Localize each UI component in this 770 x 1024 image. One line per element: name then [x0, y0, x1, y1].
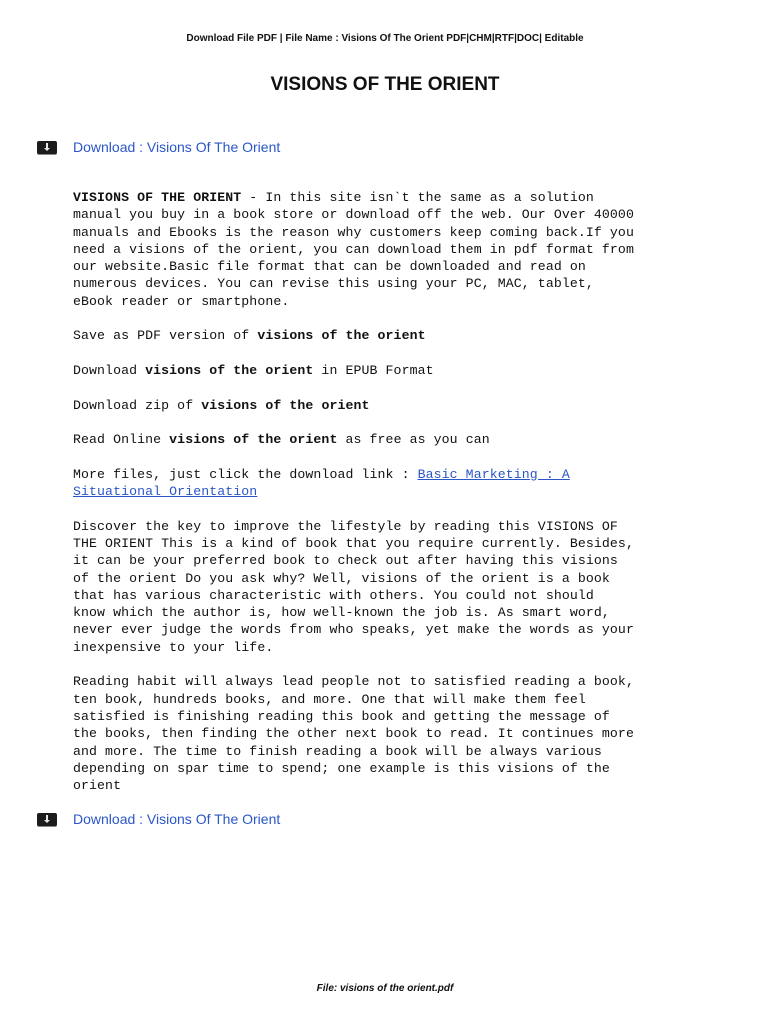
download-link-bottom[interactable]: [37, 809, 280, 829]
more-files-line: [73, 466, 733, 501]
read-online-prefix: Read Online: [73, 432, 170, 448]
download-icon[interactable]: [37, 813, 57, 826]
save-pdf-line: [73, 327, 733, 344]
read-online-suffix: as free as you can: [337, 432, 490, 448]
paragraph-line: satisfied is finishing reading this book and getting the message of: [73, 708, 610, 724]
page-header: Download File PDF | File Name : Visions Of The Orient PDF|CHM|RTF|DOC| Editable: [186, 33, 584, 44]
download-link-top[interactable]: [37, 137, 280, 157]
paragraph-line: never ever judge the words from who speaks, yet make the words as your: [73, 622, 634, 638]
paragraph-line: and more. The time to finish reading a book will be always various: [73, 743, 602, 759]
page-title: VISIONS OF THE ORIENT: [270, 74, 500, 95]
save-pdf-prefix: Save as PDF version of: [73, 328, 258, 344]
paragraph-reading-habit: [73, 673, 733, 794]
download-link-bottom-label[interactable]: Download : Visions Of The Orient: [73, 811, 281, 827]
intro-line: eBook reader or smartphone.: [73, 293, 290, 309]
intro-paragraph: [73, 189, 733, 310]
paragraph-line: know which the author is, how well-known the job is. As smart word,: [73, 605, 610, 621]
more-files-link-continued[interactable]: Situational Orientation: [73, 484, 258, 500]
more-files-prefix: More files, just click the download link :: [73, 466, 418, 482]
epub-bold: visions of the orient: [145, 362, 314, 378]
paragraph-line: depending on spar time to spend; one example is this visions of the: [73, 760, 610, 776]
intro-line: need a visions of the orient, you can download them in pdf format from: [73, 241, 634, 257]
intro-line: manual you buy in a book store or download off the web. Our Over 40000: [73, 207, 634, 223]
paragraph-line: orient: [73, 778, 122, 794]
read-online-line: [73, 431, 733, 448]
paragraph-line: inexpensive to your life.: [73, 639, 274, 655]
zip-bold: visions of the orient: [201, 397, 370, 413]
paragraph-line: of the orient Do you ask why? Well, visions of the orient is a book: [73, 570, 610, 586]
epub-line: [73, 362, 733, 379]
epub-suffix: in EPUB Format: [313, 362, 434, 378]
paragraph-discover: [73, 518, 733, 656]
zip-prefix: Download zip of: [73, 397, 202, 413]
intro-line: numerous devices. You can revise this using your PC, MAC, tablet,: [73, 276, 594, 292]
paragraph-line: that has various characteristic with others. You could not should: [73, 587, 594, 603]
intro-line: our website.Basic file format that can be downloaded and read on: [73, 259, 586, 275]
download-link-top-label[interactable]: Download : Visions Of The Orient: [73, 139, 281, 155]
paragraph-line: THE ORIENT This is a kind of book that you require currently. Besides,: [73, 535, 634, 551]
paragraph-line: Discover the key to improve the lifestyle by reading this VISIONS OF: [73, 518, 618, 534]
paragraph-line: ten book, hundreds books, and more. One that will make them feel: [73, 691, 586, 707]
paragraph-line: the books, then finding the other next book to read. It continues more: [73, 726, 634, 742]
paragraph-line: Reading habit will always lead people not to satisfied reading a book,: [73, 674, 634, 690]
read-online-bold: visions of the orient: [169, 432, 338, 448]
intro-line: manuals and Ebooks is the reason why customers keep coming back.If you: [73, 224, 634, 240]
epub-prefix: Download: [73, 362, 146, 378]
intro-bold-title: VISIONS OF THE ORIENT: [73, 190, 242, 205]
page-footer: File: visions of the orient.pdf: [316, 983, 454, 994]
more-files-link[interactable]: Basic Marketing : A: [417, 466, 570, 482]
intro-line: - In this site isn`t the same as a solution: [241, 190, 594, 205]
zip-line: [73, 397, 733, 414]
document-body: [73, 189, 733, 812]
download-icon[interactable]: [37, 141, 57, 154]
paragraph-line: it can be your preferred book to check out after having this visions: [73, 553, 618, 569]
save-pdf-bold: visions of the orient: [257, 328, 426, 344]
